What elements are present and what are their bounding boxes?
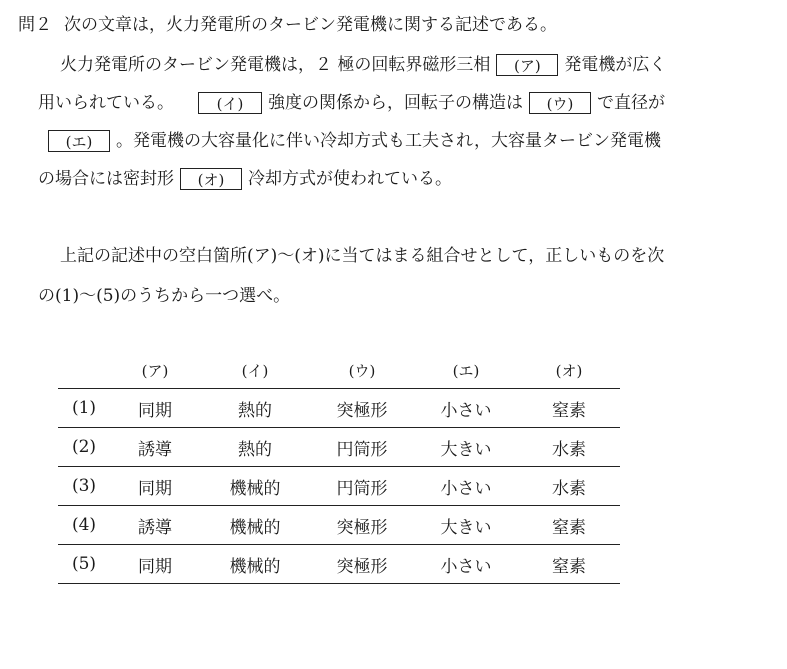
passage-text: 用いられている。 <box>38 93 174 113</box>
table-cell: 熱的 <box>200 389 310 428</box>
table-cell: 機械的 <box>200 545 310 584</box>
passage-text: の場合には密封形 <box>38 169 174 189</box>
table-header-cell: (オ) <box>518 352 620 389</box>
table-cell: 突極形 <box>310 389 414 428</box>
table-cell: 機械的 <box>200 506 310 545</box>
table-cell: 機械的 <box>200 467 310 506</box>
table-header-cell: (イ) <box>200 352 310 389</box>
choice-number: (3) <box>58 467 110 506</box>
table-header-cell: (エ) <box>414 352 518 389</box>
choice-number: (4) <box>58 506 110 545</box>
passage-text: 。発電機の大容量化に伴い冷却方式も工夫され，大容量タービン発電機 <box>116 131 662 151</box>
blank-box-b: (イ) <box>198 92 262 114</box>
table-cell: 突極形 <box>310 506 414 545</box>
question-title: 次の文章は，火力発電所のタービン発電機に関する記述である。 <box>64 15 557 35</box>
passage-line-3 <box>40 129 661 153</box>
table-cell: 小さい <box>414 467 518 506</box>
choice-number: (1) <box>58 389 110 428</box>
passage-text: 冷却方式が使われている。 <box>248 169 452 189</box>
choice-number: (2) <box>58 428 110 467</box>
table-cell: 大きい <box>414 506 518 545</box>
table-cell: 小さい <box>414 545 518 584</box>
table-row <box>58 389 620 428</box>
table-row <box>58 428 620 467</box>
question-heading <box>18 13 557 37</box>
table-cell: 突極形 <box>310 545 414 584</box>
table-header-cell <box>58 352 110 389</box>
table-cell: 窒素 <box>518 506 620 545</box>
blank-box-c: (ウ) <box>529 92 591 114</box>
blank-box-a: (ア) <box>496 54 558 76</box>
table-cell: 小さい <box>414 389 518 428</box>
blank-box-e: (オ) <box>180 168 242 190</box>
table-header-cell: (ウ) <box>310 352 414 389</box>
table-cell: 円筒形 <box>310 467 414 506</box>
table-row <box>58 467 620 506</box>
table-cell: 水素 <box>518 467 620 506</box>
table-cell: 大きい <box>414 428 518 467</box>
table-header-row <box>58 352 620 389</box>
table-cell: 窒素 <box>518 389 620 428</box>
passage-line-1 <box>60 53 666 77</box>
table-cell: 熱的 <box>200 428 310 467</box>
passage-text: 強度の関係から，回転子の構造は <box>268 93 523 113</box>
choice-number: (5) <box>58 545 110 584</box>
passage-text: 火力発電所のタービン発電機は，２ 極の回転界磁形三相 <box>60 55 491 75</box>
answer-choices-table <box>58 352 620 584</box>
table-cell: 同期 <box>110 467 200 506</box>
instruction-line-1: 上記の記述中の空白箇所(ア)～(オ)に当てはまる組合せとして，正しいものを次 <box>60 246 665 266</box>
blank-box-d: (エ) <box>48 130 110 152</box>
table-row <box>58 506 620 545</box>
passage-line-2 <box>38 91 665 115</box>
table-cell: 誘導 <box>110 428 200 467</box>
table-cell: 窒素 <box>518 545 620 584</box>
table-header-cell: (ア) <box>110 352 200 389</box>
passage-text: で直径が <box>597 93 665 113</box>
question-number: 問２ <box>18 15 52 35</box>
instruction-line-2: の(1)～(5)のうちから一つ選べ。 <box>38 286 291 306</box>
table-cell: 誘導 <box>110 506 200 545</box>
passage-text: 発電機が広く <box>564 55 667 75</box>
passage-line-4 <box>38 167 452 191</box>
table-cell: 水素 <box>518 428 620 467</box>
table-cell: 同期 <box>110 389 200 428</box>
table-cell: 円筒形 <box>310 428 414 467</box>
table-cell: 同期 <box>110 545 200 584</box>
table-row <box>58 545 620 584</box>
